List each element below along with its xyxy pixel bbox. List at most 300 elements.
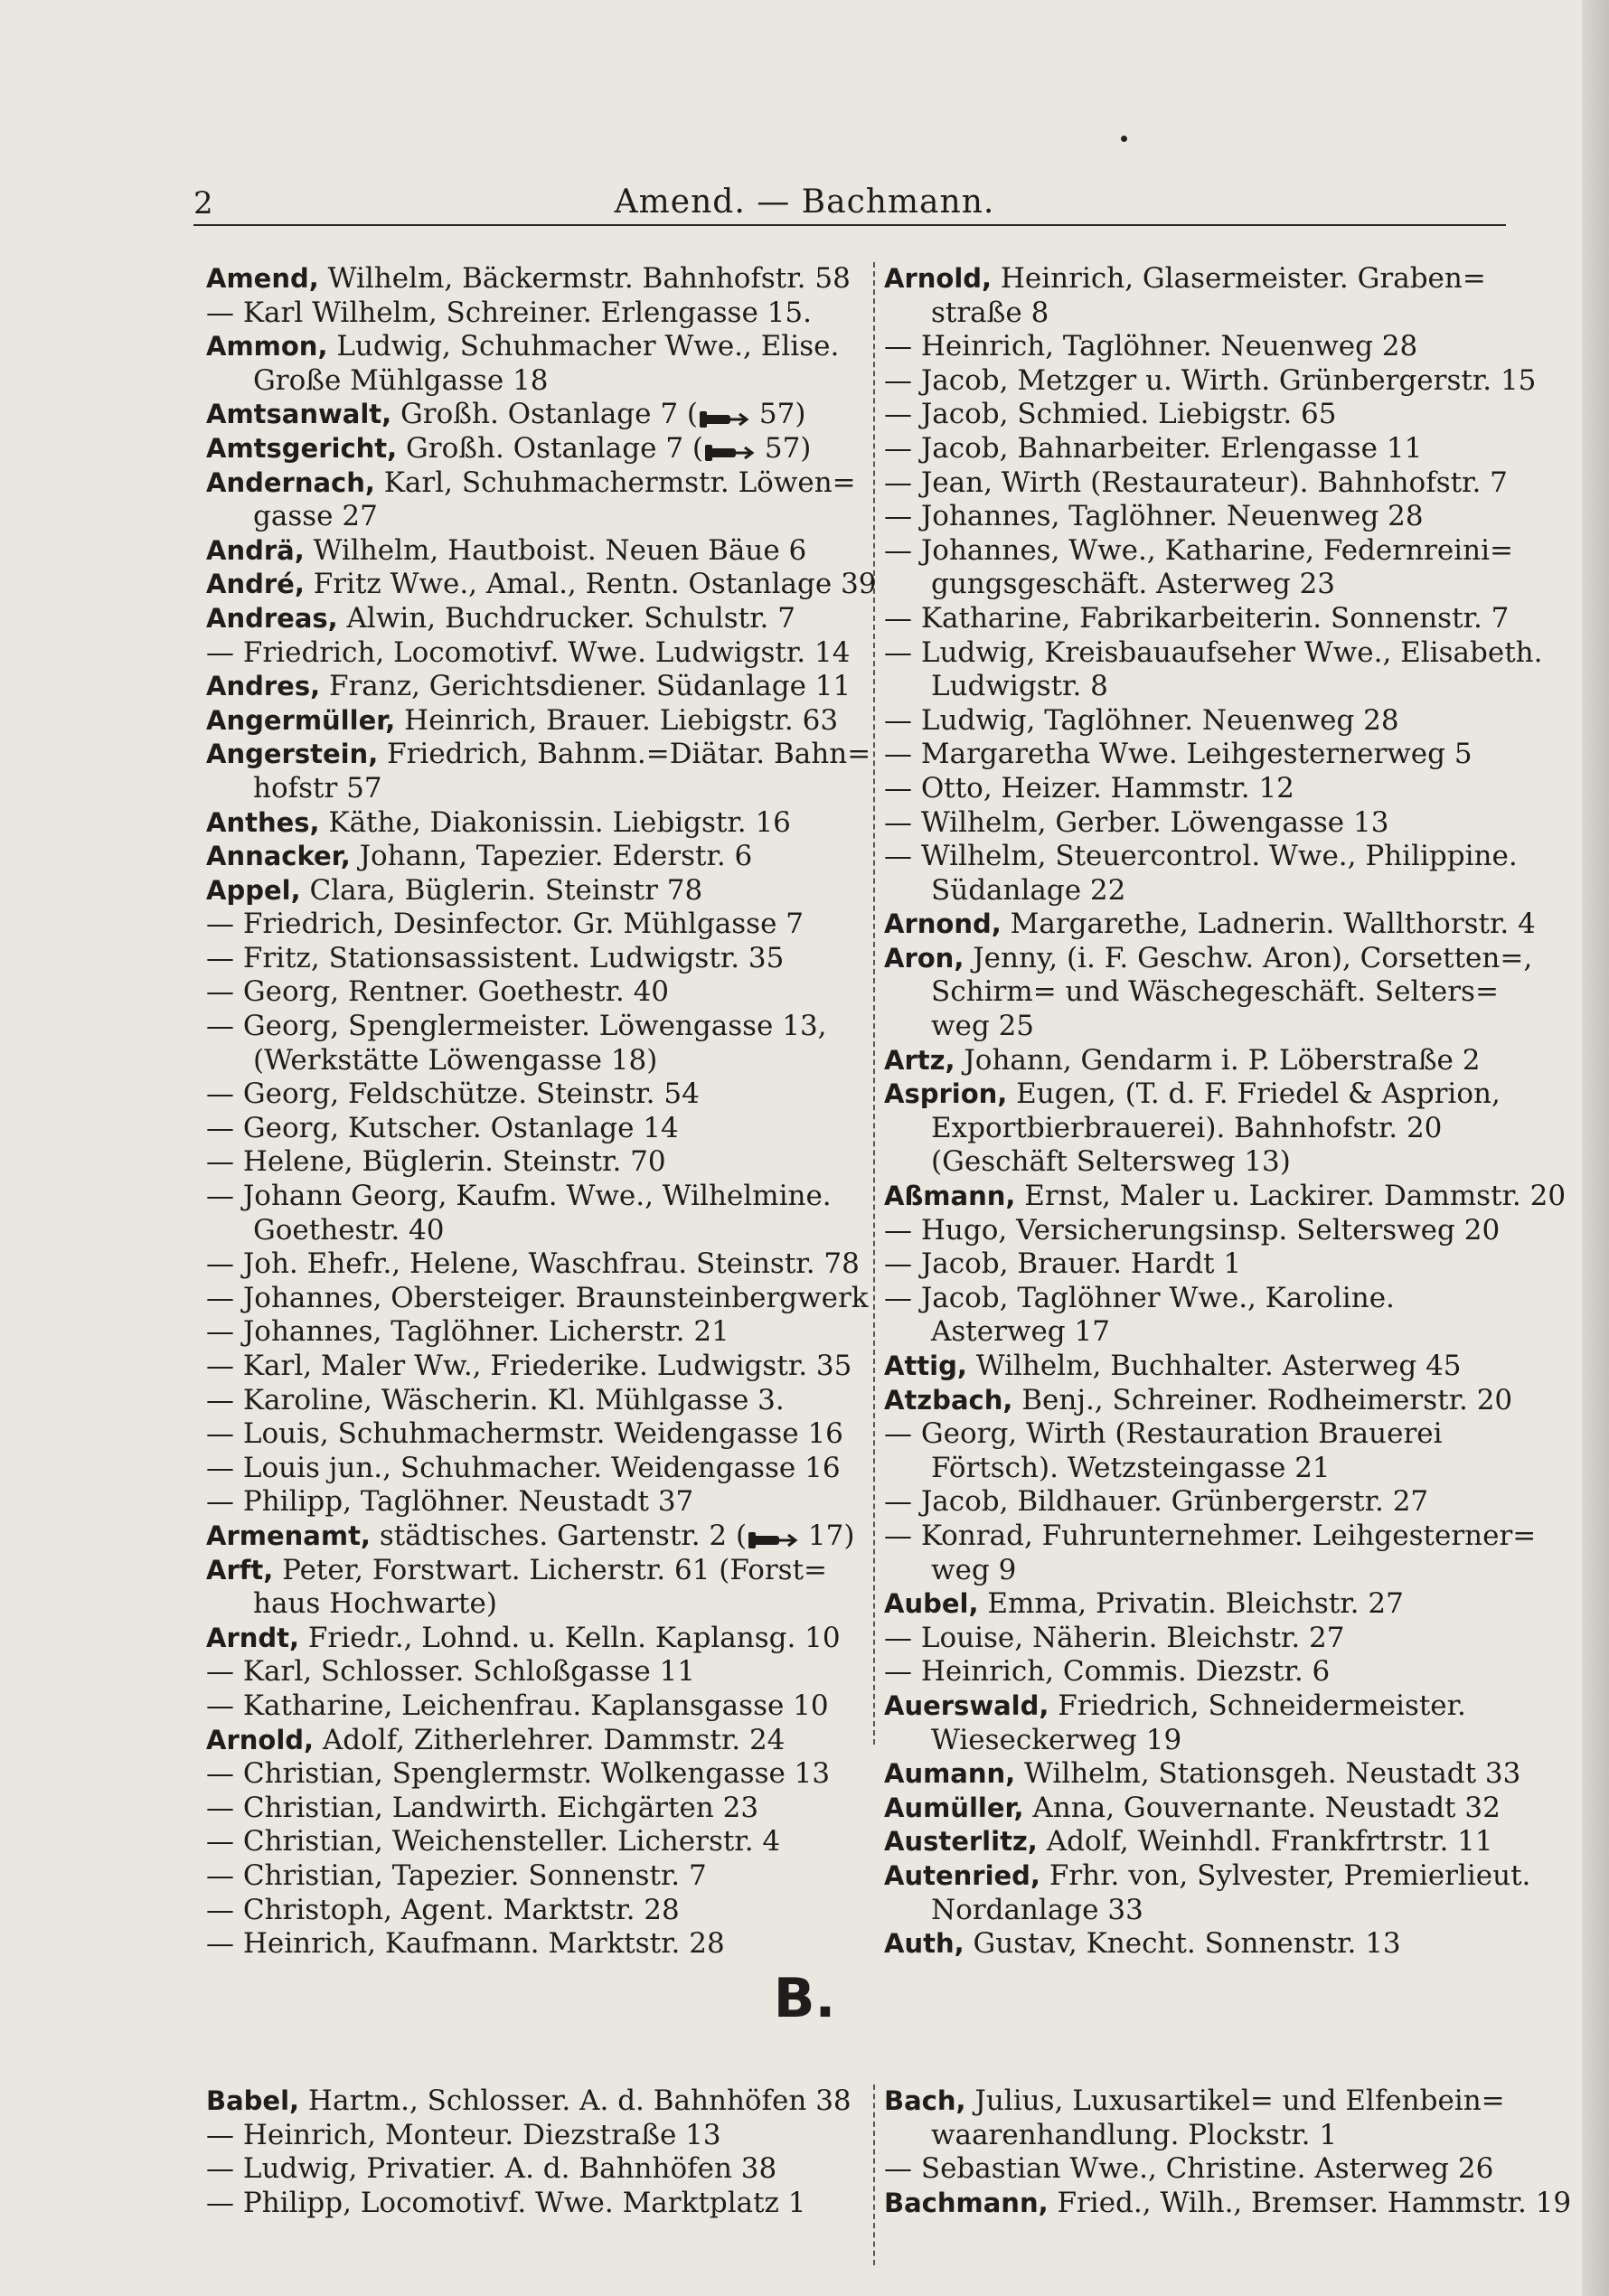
entry-line	[206, 1145, 855, 1180]
directory-entry	[206, 942, 855, 976]
entry-line	[206, 2152, 855, 2187]
directory-entry	[206, 2187, 855, 2221]
entry-line	[884, 874, 1533, 908]
entry-line	[206, 772, 855, 806]
entry-text: — Wilhelm, Gerber. Löwengasse 13	[884, 805, 1389, 839]
entry-text: Ludwig, Schuhmacher Wwe., Elise.	[336, 330, 840, 363]
entry-line	[206, 975, 855, 1010]
entry-line	[206, 1724, 855, 1758]
entry-line	[884, 670, 1533, 704]
directory-entry	[206, 840, 855, 874]
entry-line	[884, 1655, 1533, 1689]
entry-surname: Annacker,	[206, 841, 351, 872]
directory-entry	[884, 500, 1533, 534]
entry-text: Fritz Wwe., Amal., Rentn. Ostanlage 39	[313, 568, 877, 601]
entry-text: Goethestr. 40	[253, 1213, 445, 1247]
entry-text: Wilhelm, Hautboist. Neuen Bäue 6	[313, 533, 807, 567]
directory-entry	[884, 738, 1533, 772]
entry-line	[884, 1485, 1533, 1520]
entry-text: — Christian, Landwirth. Eichgärten 23	[206, 1791, 759, 1824]
b-right-column	[884, 2084, 1572, 2220]
entry-line	[206, 432, 855, 466]
entry-text: Asterweg 17	[931, 1315, 1110, 1349]
entry-text: — Christoph, Agent. Marktstr. 28	[206, 1893, 680, 1926]
entry-text: — Fritz, Stationsassistent. Ludwigstr. 35	[206, 941, 785, 974]
entry-line	[884, 432, 1533, 466]
entry-line	[884, 975, 1533, 1010]
entry-text: Förtsch). Wetzsteingasse 21	[931, 1451, 1331, 1484]
directory-entry	[206, 670, 855, 704]
directory-entry	[884, 1247, 1533, 1282]
entry-surname: Auerswald,	[884, 1689, 1049, 1721]
directory-entry	[206, 1689, 855, 1724]
entry-line	[206, 1792, 855, 1826]
section-letter-b: B.	[773, 1967, 836, 2030]
entry-text: — Georg, Wirth (Restauration Brauerei	[884, 1417, 1443, 1451]
entry-line	[884, 738, 1533, 772]
entry-line	[206, 364, 855, 399]
entry-line	[206, 2084, 855, 2119]
directory-entry	[884, 1417, 1533, 1485]
entry-line	[884, 2119, 1533, 2153]
entry-line	[884, 1214, 1533, 1248]
entry-surname: Andrä,	[206, 534, 305, 566]
page-edge	[1582, 0, 1609, 2296]
entry-text: gasse 27	[253, 500, 378, 533]
entry-text: — Otto, Heizer. Hammstr. 12	[884, 771, 1294, 805]
directory-entry	[206, 1384, 855, 1418]
entry-text: Clara, Büglerin. Steinstr 78	[309, 873, 703, 907]
column-divider-top	[873, 262, 875, 1745]
entry-line	[884, 1724, 1533, 1758]
entry-text: Nordanlage 33	[931, 1893, 1143, 1926]
entry-line	[884, 1757, 1533, 1792]
entry-line	[206, 1554, 855, 1588]
entry-surname: Amtsgericht,	[206, 432, 398, 464]
entry-text: Anna, Gouvernante. Neustadt 32	[1032, 1791, 1501, 1824]
entry-surname: Aron,	[884, 942, 964, 974]
entry-text: — Philipp, Taglöhner. Neustadt 37	[206, 1485, 694, 1519]
entry-text: Adolf, Zitherlehrer. Dammstr. 24	[322, 1723, 786, 1756]
entry-surname: Appel,	[206, 874, 301, 906]
entry-line	[206, 1384, 855, 1418]
entry-line	[884, 704, 1533, 739]
entry-text: Heinrich, Glasermeister. Graben=	[1000, 262, 1486, 295]
entry-text: Gustav, Knecht. Sonnenstr. 13	[973, 1927, 1401, 1961]
directory-entry	[884, 1792, 1533, 1826]
directory-entry	[206, 602, 855, 636]
entry-surname: Autenried,	[884, 1859, 1040, 1891]
entry-text: Karl, Schuhmachermstr. Löwen=	[383, 466, 856, 499]
entry-line	[206, 1520, 855, 1554]
directory-entry	[884, 363, 1537, 399]
entry-line	[884, 398, 1533, 432]
directory-entry	[884, 398, 1533, 432]
directory-entry	[206, 330, 855, 398]
entry-line	[884, 296, 1533, 331]
directory-entry	[206, 1520, 855, 1554]
directory-entry	[206, 806, 855, 841]
entry-text: — Johann Georg, Kaufm. Wwe., Wilhelmine.	[206, 1180, 832, 1213]
directory-entry	[206, 738, 871, 805]
entry-surname: Bach,	[884, 2085, 966, 2116]
directory-entry	[206, 1757, 855, 1792]
ink-dot	[1121, 136, 1127, 142]
entry-text: Ernst, Maler u. Lackirer. Dammstr. 20	[1024, 1180, 1567, 1213]
entry-line	[884, 1894, 1533, 1928]
entry-text: — Karoline, Wäscherin. Kl. Mühlgasse 3.	[206, 1383, 785, 1416]
header-rule	[193, 224, 1506, 226]
directory-entry	[884, 1519, 1537, 1587]
entry-line	[206, 1010, 855, 1044]
entry-text: — Karl Wilhelm, Schreiner. Erlengasse 15.	[206, 296, 812, 329]
directory-entry	[884, 1077, 1533, 1180]
phone-number: 17)	[799, 1519, 855, 1552]
entry-text: — Jacob, Metzger u. Wirth. Grünbergerstr. 15	[884, 363, 1537, 397]
directory-entry	[206, 908, 855, 942]
right-column	[884, 262, 1567, 1962]
entry-line	[884, 1282, 1533, 1316]
entry-text: — Heinrich, Commis. Diezstr. 6	[884, 1655, 1331, 1689]
entry-text: Hartm., Schlosser. A. d. Bahnhöfen 38	[307, 2084, 852, 2117]
entry-text: Große Mühlgasse 18	[253, 363, 549, 397]
directory-entry	[206, 1315, 855, 1350]
directory-entry	[206, 975, 855, 1010]
entry-line	[206, 2119, 855, 2153]
directory-entry	[206, 636, 855, 671]
entry-surname: André,	[206, 569, 305, 600]
entry-text: — Karl, Schlosser. Schloßgasse 11	[206, 1655, 696, 1689]
entry-line	[206, 1180, 855, 1214]
directory-entry	[206, 1859, 855, 1894]
entry-text: städtisches. Gartenstr. 2 (	[379, 1519, 748, 1552]
entry-surname: Auth,	[884, 1928, 964, 1960]
entry-surname: Attig,	[884, 1350, 967, 1381]
entry-surname: Aumüller,	[884, 1792, 1024, 1823]
directory-entry	[884, 2152, 1533, 2187]
directory-entry	[884, 1689, 1533, 1757]
entry-surname: Arnold,	[206, 1724, 315, 1755]
directory-entry	[884, 602, 1533, 636]
entry-line	[884, 2084, 1533, 2119]
directory-entry	[884, 466, 1533, 501]
directory-entry	[884, 635, 1543, 704]
telephone-icon	[747, 1527, 799, 1547]
directory-entry	[206, 1350, 855, 1384]
entry-text: — Johannes, Taglöhner. Licherstr. 21	[206, 1315, 729, 1349]
directory-entry	[884, 908, 1536, 942]
directory-entry	[206, 568, 877, 602]
entry-line	[884, 1587, 1533, 1622]
entry-line	[884, 1180, 1567, 1214]
entry-line	[884, 1350, 1533, 1384]
column-divider-bottom	[873, 2084, 875, 2265]
entry-text: gungsgeschäft. Asterweg 23	[931, 568, 1336, 601]
entry-line	[884, 1315, 1533, 1350]
entry-text: Margarethe, Ladnerin. Wallthorstr. 4	[1010, 908, 1536, 941]
running-title: Amend. — Bachmann.	[614, 183, 995, 221]
directory-entry	[206, 1247, 860, 1282]
directory-entry	[206, 1927, 855, 1962]
entry-text: Südanlage 22	[931, 873, 1126, 907]
entry-line	[884, 466, 1533, 501]
entry-line	[884, 1689, 1533, 1724]
entry-line	[206, 908, 855, 942]
entry-line	[206, 1825, 855, 1859]
entry-line	[206, 500, 855, 534]
directory-entry	[206, 296, 855, 331]
entry-text: — Louis, Schuhmachermstr. Weidengasse 16	[206, 1417, 843, 1451]
entry-line	[206, 636, 855, 671]
entry-line	[206, 942, 855, 976]
directory-entry	[206, 1010, 855, 1077]
entry-line	[206, 1587, 855, 1622]
entry-text: Frhr. von, Sylvester, Premierlieut.	[1049, 1858, 1531, 1892]
directory-entry	[206, 874, 855, 908]
entry-text: Julius, Luxusartikel= und Elfenbein=	[974, 2084, 1505, 2117]
entry-text: haus Hochwarte)	[253, 1587, 497, 1621]
directory-entry	[884, 1655, 1533, 1689]
entry-surname: Aubel,	[884, 1588, 979, 1620]
entry-line	[206, 1452, 855, 1486]
entry-line	[884, 1417, 1533, 1452]
directory-entry	[206, 1112, 855, 1146]
directory-entry	[206, 2152, 855, 2187]
phone-number: 57)	[756, 431, 812, 465]
entry-surname: Asprion,	[884, 1078, 1008, 1110]
entry-text: — Jacob, Brauer. Hardt 1	[884, 1247, 1242, 1281]
entry-surname: Artz,	[884, 1044, 955, 1076]
directory-entry	[884, 1282, 1533, 1350]
directory-entry	[206, 466, 855, 534]
entry-text: Großh. Ostanlage 7 (	[406, 431, 703, 465]
directory-entry	[206, 1724, 855, 1758]
entry-text: — Friedrich, Desinfector. Gr. Mühlgasse 7	[206, 908, 804, 941]
entry-text: — Johannes, Taglöhner. Neuenweg 28	[884, 500, 1424, 533]
directory-entry	[884, 1384, 1533, 1418]
entry-text: — Johannes, Obersteiger. Braunsteinbergwerk	[206, 1281, 869, 1314]
entry-text: (Werkstätte Löwengasse 18)	[253, 1043, 658, 1077]
directory-entry	[884, 534, 1533, 602]
entry-line	[884, 1452, 1533, 1486]
entry-surname: Aumann,	[884, 1758, 1016, 1790]
entry-line	[884, 1247, 1533, 1282]
entry-surname: Austerlitz,	[884, 1826, 1038, 1858]
entry-line	[206, 1757, 855, 1792]
directory-entry	[884, 1485, 1533, 1520]
entry-line	[206, 1655, 855, 1689]
entry-line	[884, 1859, 1533, 1894]
directory-entry	[884, 1587, 1533, 1622]
entry-text: Fried., Wilh., Bremser. Hammstr. 19	[1057, 2186, 1572, 2219]
entry-text: (Geschäft Seltersweg 13)	[931, 1145, 1291, 1179]
directory-entry	[884, 772, 1533, 806]
directory-entry	[206, 262, 855, 296]
directory-entry	[884, 2084, 1533, 2152]
directory-entry	[206, 1145, 855, 1180]
directory-entry	[884, 1214, 1533, 1248]
entry-line	[884, 1044, 1533, 1078]
entry-surname: Arft,	[206, 1554, 274, 1586]
entry-text: Eugen, (T. d. F. Friedel & Asprion,	[1016, 1077, 1501, 1111]
entry-text: — Louise, Näherin. Bleichstr. 27	[884, 1621, 1345, 1654]
directory-entry	[206, 704, 855, 739]
entry-text: Johann, Gendarm i. P. Löberstraße 2	[964, 1043, 1481, 1077]
entry-line	[206, 704, 855, 739]
entry-line	[206, 568, 877, 602]
entry-line	[884, 635, 1543, 671]
directory-entry	[206, 1417, 855, 1452]
entry-line	[884, 1792, 1533, 1826]
entry-text: Alwin, Buchdrucker. Schulstr. 7	[346, 601, 795, 635]
entry-surname: Andres,	[206, 671, 321, 702]
phone-number: 57)	[750, 398, 806, 431]
b-left-column	[206, 2084, 855, 2220]
directory-entry	[206, 1655, 855, 1689]
directory-entry	[206, 1485, 855, 1520]
entry-line	[884, 806, 1533, 841]
entry-line	[884, 2186, 1572, 2221]
directory-entry	[206, 1281, 869, 1316]
directory-entry	[206, 1894, 855, 1928]
entry-text: Großh. Ostanlage 7 (	[400, 398, 699, 431]
entry-line	[884, 942, 1533, 976]
entry-line	[206, 1281, 869, 1316]
entry-text: Peter, Forstwart. Licherstr. 61 (Forst=	[282, 1553, 828, 1586]
directory-entry	[884, 1757, 1533, 1792]
entry-line	[206, 466, 855, 501]
directory-entry	[884, 1927, 1533, 1962]
entry-text: — Jacob, Schmied. Liebigstr. 65	[884, 398, 1337, 431]
entry-text: Friedrich, Bahnm.=Diätar. Bahn=	[387, 738, 871, 771]
directory-entry	[884, 432, 1533, 466]
entry-surname: Amend,	[206, 263, 319, 294]
directory-entry	[884, 1044, 1533, 1078]
entry-line	[206, 738, 871, 772]
entry-text: — Jacob, Taglöhner Wwe., Karoline.	[884, 1281, 1395, 1314]
entry-line	[206, 1112, 855, 1146]
entry-line	[884, 1927, 1533, 1962]
entry-surname: Andreas,	[206, 602, 338, 634]
entry-line	[206, 398, 855, 432]
entry-text: Heinrich, Brauer. Liebigstr. 63	[404, 703, 839, 737]
entry-text: — Friedrich, Locomotivf. Wwe. Ludwigstr. 14	[206, 635, 851, 669]
entry-line	[884, 2152, 1533, 2187]
entry-line	[884, 908, 1536, 942]
entry-text: Wieseckerweg 19	[931, 1723, 1182, 1756]
entry-text: — Ludwig, Taglöhner. Neuenweg 28	[884, 703, 1399, 737]
entry-text: — Georg, Spenglermeister. Löwengasse 13,	[206, 1010, 827, 1043]
entry-line	[884, 330, 1533, 364]
entry-text: Adolf, Weinhdl. Frankfrtrstr. 11	[1046, 1825, 1493, 1858]
entry-surname: Andernach,	[206, 466, 375, 498]
entry-line	[884, 1622, 1533, 1656]
entry-surname: Ammon,	[206, 331, 328, 362]
entry-text: Jenny, (i. F. Geschw. Aron), Corsetten=,	[973, 941, 1533, 974]
entry-line	[884, 1112, 1533, 1146]
entry-line	[884, 772, 1533, 806]
entry-line	[884, 262, 1533, 296]
entry-line	[206, 1689, 855, 1724]
entry-line	[884, 1519, 1537, 1554]
entry-surname: Arnond,	[884, 908, 1002, 940]
entry-text: Johann, Tapezier. Ederstr. 6	[359, 840, 753, 873]
entry-text: — Sebastian Wwe., Christine. Asterweg 26	[884, 2152, 1494, 2186]
directory-entry	[206, 1077, 855, 1112]
entry-text: — Helene, Büglerin. Steinstr. 70	[206, 1145, 666, 1179]
entry-line	[206, 602, 855, 636]
entry-text: — Ludwig, Kreisbauaufseher Wwe., Elisabeth.	[884, 635, 1543, 669]
directory-entry	[206, 1452, 855, 1486]
entry-line	[206, 806, 855, 841]
entry-text: — Jacob, Bildhauer. Grünbergerstr. 27	[884, 1485, 1429, 1519]
entry-line	[884, 602, 1533, 636]
directory-entry	[884, 262, 1533, 330]
entry-text: — Katharine, Leichenfrau. Kaplansgasse 10	[206, 1689, 829, 1722]
entry-line	[206, 1894, 855, 1928]
entry-surname: Armenamt,	[206, 1520, 371, 1551]
entry-surname: Angermüller,	[206, 704, 396, 736]
entry-line	[884, 1010, 1533, 1044]
entry-surname: Babel,	[206, 2085, 300, 2116]
directory-entry	[206, 432, 855, 466]
directory-entry	[206, 1554, 855, 1622]
entry-surname: Amtsanwalt,	[206, 399, 392, 430]
directory-entry	[206, 2084, 855, 2119]
entry-text: Benj., Schreiner. Rodheimerstr. 20	[1021, 1383, 1513, 1416]
entry-line	[206, 1077, 855, 1112]
entry-text: Friedr., Lohnd. u. Kelln. Kaplansg. 10	[307, 1621, 841, 1654]
directory-entry	[884, 1180, 1567, 1214]
entry-text: Wilhelm, Buchhalter. Asterweg 45	[975, 1350, 1462, 1382]
entry-text: — Jean, Wirth (Restaurateur). Bahnhofstr. 7	[884, 466, 1508, 499]
entry-text: — Heinrich, Kaufmann. Marktstr. 28	[206, 1927, 725, 1961]
entry-text: — Ludwig, Privatier. A. d. Bahnhöfen 38	[206, 2152, 777, 2186]
entry-line	[884, 1554, 1533, 1588]
directory-entry	[206, 398, 855, 432]
entry-surname: Atzbach,	[884, 1384, 1013, 1416]
entry-line	[206, 1214, 855, 1248]
entry-text: Käthe, Diakonissin. Liebigstr. 16	[328, 805, 791, 839]
entry-line	[884, 1384, 1533, 1418]
directory-entry	[884, 330, 1533, 364]
entry-line	[884, 363, 1537, 399]
entry-text: — Heinrich, Monteur. Diezstraße 13	[206, 2118, 721, 2151]
entry-line	[206, 330, 855, 364]
entry-text: weg 25	[931, 1010, 1035, 1043]
entry-text: Schirm= und Wäschegeschäft. Selters=	[931, 975, 1499, 1009]
directory-entry	[884, 806, 1533, 841]
entry-surname: Arndt,	[206, 1622, 300, 1653]
entry-text: — Georg, Rentner. Goethestr. 40	[206, 975, 670, 1009]
entry-line	[206, 534, 855, 569]
entry-line	[884, 840, 1533, 874]
left-column	[206, 262, 877, 1962]
entry-text: — Wilhelm, Steuercontrol. Wwe., Philippine.	[884, 840, 1518, 873]
entry-line	[206, 670, 855, 704]
entry-surname: Angerstein,	[206, 739, 379, 770]
entry-text: Wilhelm, Stationsgeh. Neustadt 33	[1024, 1757, 1521, 1791]
entry-text: Friedrich, Schneidermeister.	[1058, 1689, 1466, 1722]
entry-text: — Louis jun., Schuhmacher. Weidengasse 16	[206, 1451, 841, 1484]
entry-line	[206, 1859, 855, 1894]
entry-text: Ludwigstr. 8	[931, 670, 1108, 703]
directory-entry	[884, 2186, 1572, 2221]
entry-line	[206, 1622, 855, 1656]
directory-entry	[884, 942, 1533, 1044]
entry-text: straße 8	[931, 296, 1049, 329]
entry-line	[206, 296, 855, 331]
